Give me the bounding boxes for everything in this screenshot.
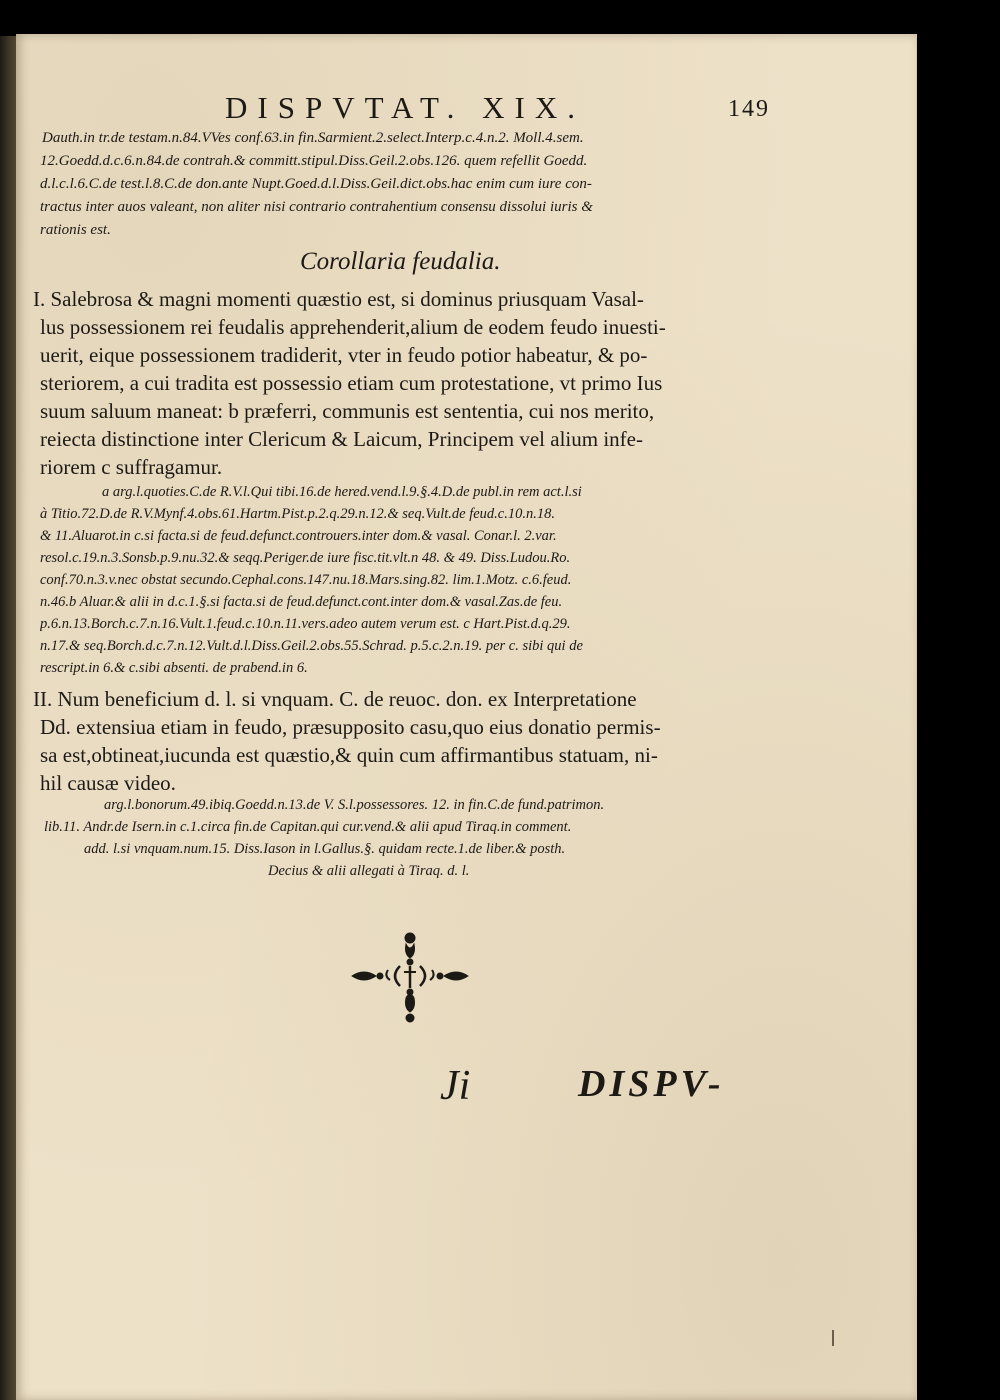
top-note-line: rationis est. <box>40 222 111 238</box>
top-note-line: d.l.c.l.6.C.de test.l.8.C.de don.ante Nupt.Goed.d.l.Diss.Geil.dict.obs.hac enim cum iure con- <box>40 176 592 192</box>
catchword: DISPV- <box>578 1063 725 1105</box>
footnote-line: n.46.b Aluar.& alii in d.c.1.§.si facta.si de feud.defunct.cont.inter dom.& vasal.Zas.de feu. <box>40 594 563 610</box>
paragraph-line: uerit, eique possessionem tradiderit, vter in feudo potior habeatur, & po- <box>40 343 648 367</box>
paragraph-line: steriorem, a cui tradita est possessio etiam cum protestatione, vt primo Ius <box>40 371 663 395</box>
footnote-line: a arg.l.quoties.C.de R.V.l.Qui tibi.16.de hered.vend.l.9.§.4.D.de publ.in rem act.l.si <box>102 484 582 500</box>
page-number: 149 <box>728 96 770 122</box>
footnote-line: Decius & alii allegati à Tiraq. d. l. <box>268 863 470 879</box>
paragraph-line: I. Salebrosa & magni momenti quæstio est, si dominus priusquam Vasal- <box>33 287 644 311</box>
footnote-line: lib.11. Andr.de Isern.in c.1.circa fin.de Capitan.qui cur.vend.& alii apud Tiraq.in comment. <box>44 819 572 835</box>
paragraph-line: lus possessionem rei feudalis apprehenderit,alium de eodem feudo inuesti- <box>40 315 666 339</box>
paragraph-line: II. Num beneficium d. l. si vnquam. C. de reuoc. don. ex Interpretatione <box>33 687 637 711</box>
footnote-line: arg.l.bonorum.49.ibiq.Goedd.n.13.de V. S.l.possessores. 12. in fin.C.de fund.patrimon. <box>104 797 605 813</box>
top-note-line: 12.Goedd.d.c.6.n.84.de contrah.& committ.stipul.Diss.Geil.2.obs.126. quem refellit Goedd. <box>40 153 588 169</box>
footnote-line: n.17.& seq.Borch.d.c.7.n.12.Vult.d.l.Diss.Geil.2.obs.55.Schrad. p.5.c.2.n.19. per c. sibi qui de <box>40 638 583 654</box>
paragraph-line: sa est,obtineat,iucunda est quæstio,& quin cum affirmantibus statuam, ni- <box>40 743 658 767</box>
footnote-line: & 11.Aluarot.in c.si facta.si de feud.defunct.controuers.inter dom.& vasal. Conar.l. 2.var. <box>40 528 557 544</box>
paragraph-line: suum saluum maneat: b præferri, communis est sententia, cui nos merito, <box>40 399 655 423</box>
paragraph-line: hil causæ video. <box>40 771 176 795</box>
top-note-line: Dauth.in tr.de testam.n.84.VVes conf.63.in fin.Sarmient.2.select.Interp.c.4.n.2. Moll.4.sem. <box>42 130 584 146</box>
fleuron-ornament-icon <box>350 930 470 1030</box>
footnote-line: rescript.in 6.& c.sibi absenti. de prabend.in 6. <box>40 660 308 676</box>
section-title: Corollaria feudalia. <box>300 248 501 275</box>
footnote-line: resol.c.19.n.3.Sonsb.p.9.nu.32.& seqq.Periger.de iure fisc.tit.vlt.n 48. & 49. Diss.Ludou.Ro. <box>40 550 571 566</box>
stray-ink-mark <box>832 1330 834 1346</box>
footnote-line: add. l.si vnquam.num.15. Diss.Iason in l.Gallus.§. quidam recte.1.de liber.& posth. <box>84 841 566 857</box>
paragraph-line: reiecta distinctione inter Clericum & Laicum, Principem vel alium infe- <box>40 427 643 451</box>
footnote-line: p.6.n.13.Borch.c.7.n.16.Vult.1.feud.c.10.n.11.vers.adeo autem verum est. c Hart.Pist.d.q.29. <box>40 616 571 632</box>
top-note-line: tractus inter auos valeant, non aliter nisi contrario contrahentium consensu dissolui iuris & <box>40 199 593 215</box>
running-header-title: DISPVTAT. XIX. <box>225 90 585 125</box>
footnote-line: conf.70.n.3.v.nec obstat secundo.Cephal.cons.147.nu.18.Mars.sing.82. lim.1.Motz. c.6.feud. <box>40 572 572 588</box>
paragraph-line: riorem c suffragamur. <box>40 455 223 479</box>
paragraph-line: Dd. extensiua etiam in feudo, præsupposito casu,quo eius donatio permis- <box>40 715 661 739</box>
signature-mark: Ji <box>440 1063 471 1109</box>
footnote-line: à Titio.72.D.de R.V.Mynf.4.obs.61.Hartm.Pist.p.2.q.29.n.12.& seq.Vult.de feud.c.10.n.18. <box>40 506 555 522</box>
